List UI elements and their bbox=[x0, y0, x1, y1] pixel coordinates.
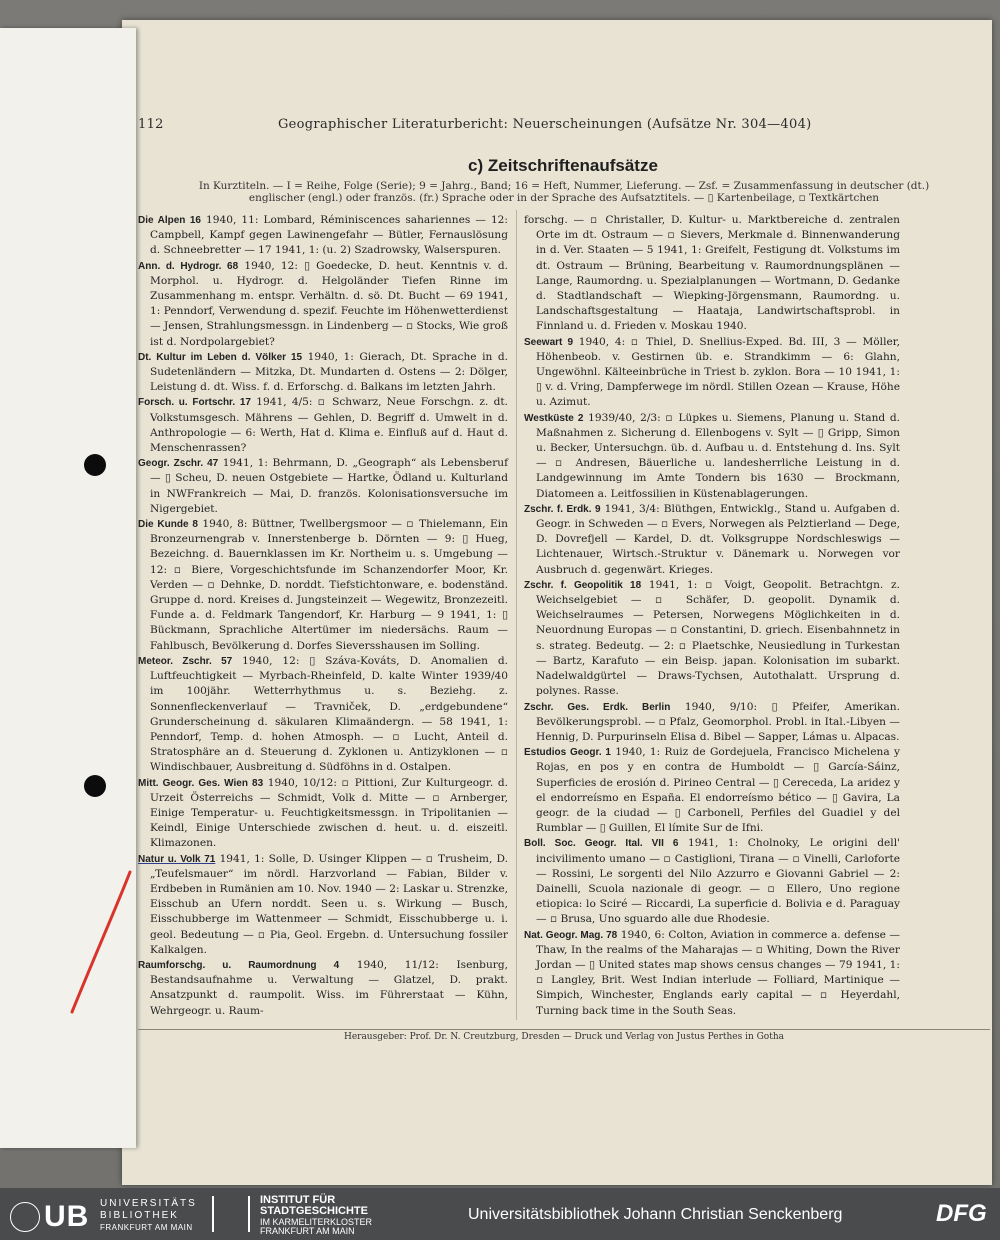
journal-entry bbox=[138, 259, 508, 350]
institute-line-3: IM KARMELITERKLOSTER bbox=[260, 1217, 373, 1227]
entry-text: 1940, 1: Gierach, Dt. Sprache in d. Sudetenländern — Mitzka, Dt. Mundarten d. Ostens — 2: Dölger, Leistung d. dt. Wiss. f. d. Erforschg. d. Balkans im letzten Jahrh. bbox=[150, 350, 508, 394]
entry-text: forschg. — ▫ Christaller, D. Kultur- u. Marktbereiche d. zentralen Orte im dt. Ostraum — ▫ Sievers, Merkmale d. Binnenwanderung in d. Ver. Staaten — 5 1941, 1: Greifelt, Festigung dt. Volkstums im dt. Ostraum — Brüning, Bearbeitung v. Raumordnungsplänen — Lange, Raumordng. u. Spezialplanungen — Wortmann, D. Gedanke d. Stadtlandschaft — Wiepking-Jörgensmann, Raumordng. u. Landschaftsgestaltung — Haataja, Landwirtschaftsprobl. in Finnland u. d. Frieden v. Moskau 1940. bbox=[524, 214, 900, 333]
institute-line-1: INSTITUT FÜR bbox=[260, 1194, 336, 1206]
journal-entry bbox=[138, 456, 508, 517]
journal-title: Mitt. Geogr. Ges. Wien 83 bbox=[138, 777, 264, 789]
entry-text: 1941, 1: Behrmann, D. „Geograph“ als Lebensberuf — ▯ Scheu, D. neuen Ostgebiete — Hartke, Ödland u. Kulturland in NWFrankreich — Mai, D. französ. Kolonisationsversuche im Nigergebiet. bbox=[150, 457, 509, 515]
institute-emblem-icon bbox=[212, 1196, 250, 1232]
entry-text: 1940, 12: ▯ Száva-Kováts, D. Anomalien d. Luftfeuchtigkeit — Myrbach-Rheinfeld, D. kalte Winter 1939/40 im 100jähr. Wetterrhythmus u. s. Beziehg. z. Sonnenfleckenverlauf — Travniček, D. „erdgebundene“ Grunderscheinung d. säkularen Klimaändergn. — 58 1941, 1: Penndorf, Temp. d. hohen Atmosph. — ▫ Lucht, Anteil d. Stratosphäre an d. Steuerung d. Zyklonen u. Antizyklonen — ▫ Windischbauer, Ausbreitung d. Südföhns in d. Ostalpen. bbox=[150, 654, 508, 774]
journal-entry bbox=[138, 213, 508, 259]
journal-entry bbox=[524, 502, 900, 578]
journal-entry bbox=[138, 958, 508, 1019]
imprint-line: Herausgeber: Prof. Dr. N. Creutzburg, Dresden — Druck und Verlag von Justus Perthes in Gotha bbox=[343, 1032, 785, 1042]
journal-title: Raumforschg. u. Raumordnung 4 bbox=[138, 959, 340, 971]
journal-title: Geogr. Zschr. 47 bbox=[138, 458, 219, 470]
journal-title: Die Kunde 8 bbox=[138, 519, 198, 531]
left-column bbox=[138, 213, 508, 1019]
ub-logo[interactable] bbox=[10, 1196, 200, 1232]
journal-title: Zschr. Ges. Erdk. Berlin bbox=[524, 701, 671, 713]
entry-text: 1940, 11/12: Isenburg, Bestandsaufnahme u. Verwaltung — Glatzel, D. prakt. Ansatzpunkt d. raumpolit. Wiss. im Führerstaat — Kühn, Wehrgeogr. u. Raum- bbox=[150, 958, 508, 1017]
entry-text: 1940, 8: Büttner, Twellbergsmoor — ▫ Thielemann, Ein Bronzeurnengrab v. Innerstenberge b. Dörnten — 9: ▯ Hueg, Bezeichng. d. Bauernklassen im Kr. Northeim u. s. Umgebung — 12: ▫ Biere, Vorgeschichtsfunde im Schanzendorfer Moor, Kr. Verden — ▫ Dehnke, D. norddt. Tiefstichtonware, e. bodenständ. Gruppe d. nord. Kreises d. Jungsteinzeit — Wegewitz, Bronzezeitl. Funde a. d. Feldmark Tangendorf, Kr. Harburg — 9 1941, 1: ▯ Bückmann, Sprachliche Altertümer im niedersächs. Raum — Fahlbusch, Bevölkerung d. Dorfes Sieversshausen im Solling. bbox=[150, 518, 508, 652]
institute-line-4: FRANKFURT AM MAIN bbox=[260, 1226, 355, 1236]
journal-entry bbox=[138, 776, 508, 852]
institute-logo[interactable] bbox=[212, 1194, 412, 1234]
journal-entry bbox=[138, 654, 508, 776]
footer-rule bbox=[138, 1029, 990, 1030]
journal-title: Meteor. Zschr. 57 bbox=[138, 655, 233, 667]
journal-title: Seewart 9 bbox=[524, 336, 574, 348]
running-head bbox=[138, 117, 990, 137]
ub-line-3: FRANKFURT AM MAIN bbox=[100, 1223, 193, 1232]
legend-line: englischer (engl.) oder französ. (fr.) Sprache oder in der Sprache des Aufsatztitels. — ▯ Kartenbeilage, ▫ Textkärtchen bbox=[248, 192, 880, 204]
journal-entry bbox=[138, 395, 508, 456]
journal-title: Zschr. f. Erdk. 9 bbox=[524, 503, 601, 515]
journal-entry bbox=[138, 852, 508, 958]
journal-entry bbox=[524, 335, 900, 411]
journal-title: Die Alpen 16 bbox=[138, 215, 201, 226]
journal-title: Zschr. f. Geopolitik 18 bbox=[524, 579, 642, 591]
legend-line: In Kurztiteln. — I = Reihe, Folge (Serie); 9 = Jahrg., Band; 16 = Heft, Nummer, Lieferung. — Zsf. = Zusammenfassung in deutscher (dt.) bbox=[198, 180, 930, 192]
journal-title: Estudios Geogr. 1 bbox=[524, 747, 611, 759]
journal-entry bbox=[524, 578, 900, 700]
journal-title: Forsch. u. Fortschr. 17 bbox=[138, 397, 251, 409]
journal-title: Westküste 2 bbox=[524, 412, 584, 424]
right-column bbox=[524, 213, 900, 1019]
dfg-logo[interactable]: DFG bbox=[936, 1200, 987, 1227]
journal-entry bbox=[524, 836, 900, 927]
entry-text: 1940, 1: Ruiz de Gordejuela, Francisco Michelena y Rojas, en pos y en contra de Humboldt — ▯ García-Sáinz, Superficies de erosión d. Pirineo Central — ▯ Cereceda, La aridez y el endorreísmo en España. El endorreísmo bético — ▯ Gavira, La geogr. de la ciudad — ▯ Carbonell, Perfiles del Guadiel y del Rumblar — ▯ Guillen, El límite Sur de Ifni. bbox=[536, 746, 900, 835]
entry-text: 1940, 12: ▯ Goedecke, D. heut. Kenntnis v. d. Morphol. u. Hydrogr. d. Helgoländer Tiefen Rinne im Zusammenhang m. entspr. Verhältn. d. sö. Dt. Bucht — 69 1941, 1: Penndorf, Verwendung d. spezif. Feuchte im Höhenwetterdienst — Jensen, Strahlungsmessgn. in Lindenberg — ▫ Stocks, Wie groß ist d. Nordpolargebiet? bbox=[150, 259, 508, 348]
bottom-banner bbox=[0, 1188, 1000, 1240]
journal-entry bbox=[524, 213, 900, 335]
entry-text: 1940, 9/10: ▯ Pfeifer, Amerikan. Bevölkerungsprobl. — ▫ Pfalz, Geomorphol. Probl. in Ital.-Libyen — Hennig, D. Purpurinseln Elisa d. Bibel — Sapper, Lámas u. Alpacas. bbox=[536, 700, 900, 743]
running-title: Geographischer Literaturbericht: Neuerscheinungen (Aufsätze Nr. 304—404) bbox=[278, 117, 812, 132]
entry-text: 1941, 4/5: ▫ Schwarz, Neue Forschgn. z. dt. Volkstumsgesch. Mährens — Gehlen, D. Begriff d. Umwelt in d. Anthropologie — 6: Werth, Hat d. Klima e. Einfluß auf d. Haut d. Menschenrassen? bbox=[150, 396, 508, 455]
entry-text: 1941, 1: Solle, D. Usinger Klippen — ▫ Trusheim, D. „Teufelsmauer“ im nördl. Harzvorland — Fabian, Bilder v. Erdbeben in Rumänien am 10. Nov. 1940 — 2: Laskar u. Strenzke, Eisschub an Ufern norddt. Seen u. s. Wirkung — Busch, Eisschubberge im Wattenmeer — Schmidt, Eisschubberge u. i. geol. Bedeutung — ▫ Pia, Geol. Ergebn. d. Untersuchung fossiler Kalkalgen. bbox=[150, 852, 508, 956]
column-divider bbox=[516, 210, 517, 1020]
entry-text: 1941, 1: Cholnoky, Le origini dell' incivilimento umano — ▫ Castiglioni, Tirana — ▫ Vinelli, Carloforte — Rossini, Le sorgenti del Nilo Azzurro e Giovanni Gabriel — 2: Dainelli, Scuola nazionale di geogr. — ▫ Ellero, Uno regione etiopica: lo Sciré — Riccardi, La superficie d. Bolivia e d. Paraguay — ▫ Brusa, Uno sguardo alle due Rhodesie. bbox=[536, 837, 900, 926]
ub-line-1: UNIVERSITÄTS bbox=[100, 1198, 197, 1209]
punch-hole bbox=[84, 775, 106, 797]
entry-text: 1940, 10/12: ▫ Pittioni, Zur Kulturgeogr. d. Urzeit Österreichs — Schmidt, Volk d. Mitte — ▫ Arnberger, Einige Temperatur- u. Feuchtigkeitsmessgn. in Tripolitanien — Keindl, Einige Unterschiede zwischen d. heut. u. d. eiszeitl. Klimazonen. bbox=[150, 776, 508, 850]
journal-title: Nat. Geogr. Mag. 78 bbox=[524, 929, 618, 941]
entry-text: 1940, 4: ▫ Thiel, D. Snellius-Exped. Bd. III, 3 — Möller, Höhenbeob. v. Gestirnen üb. e. Strandkimm — 6: Glahn, Ungewöhnl. Kälteeinbrüche in Triest b. zyklon. Bora — 10 1941, 1: ▯ v. d. Vring, Dampferwege im nördl. Stillen Ozean — Krause, Höhe u. Azimut. bbox=[536, 335, 900, 409]
journal-entry bbox=[524, 928, 900, 1019]
journal-title: Dt. Kultur im Leben d. Völker 15 bbox=[138, 351, 303, 363]
page-number: 112 bbox=[138, 117, 164, 132]
ub-seal-icon bbox=[10, 1202, 40, 1232]
ub-line-2: BIBLIOTHEK bbox=[100, 1210, 179, 1221]
journal-entry bbox=[524, 700, 900, 746]
entry-text: 1940, 11: Lombard, Réminiscences sahariennes — 12: Campbell, Kampf gegen Lawinengefahr — Bütler, Fernauslösung d. Schneebretter — 17 1941, 1: (u. 2) Szadrowsky, Walserspuren. bbox=[150, 214, 508, 257]
entry-text: 1941, 1: ▫ Voigt, Geopolit. Betrachtgn. z. Weichselgebiet — ▫ Schäfer, D. geopolit. Dynamik d. Weichselraumes — Petersen, Norwegens Möglichkeiten in d. Neuordnung Europas — ▫ Constantini, D. griech. Eisenbahnnetz in s. strateg. Bedeutg. — 2: ▫ Plaetschke, Neusiedlung in Turkestan — Bartz, Karafuto — ein Beisp. japan. Kolonisation im subarkt. Nadelwaldgürtel — Draws-Tychsen, Autothalatt. Ursprung d. polynes. Rasse. bbox=[536, 578, 900, 698]
punch-hole bbox=[84, 454, 106, 476]
journal-entry bbox=[138, 517, 508, 654]
journal-entry bbox=[524, 411, 900, 502]
journal-title: Natur u. Volk 71 bbox=[138, 853, 216, 865]
institute-line-2: STADTGESCHICHTE bbox=[260, 1205, 368, 1217]
red-pencil-mark bbox=[58, 868, 148, 1018]
ub-letters: UB bbox=[44, 1200, 90, 1233]
library-name[interactable]: Universitätsbibliothek Johann Christian Senckenberg bbox=[468, 1206, 843, 1223]
entry-text: 1941, 3/4: Blüthgen, Entwicklg., Stand u. Aufgaben d. Geogr. in Schweden — ▫ Evers, Norwegen als Pelztierland — Dege, D. Dovrefjell — Kardel, D. dt. Volksgruppe Nordschleswigs — Lichtenauer, Wirtsch.-Struktur v. Dänemark u. Norwegen vor Ausbruch d. gegenwärt. Krieges. bbox=[536, 502, 900, 576]
journal-entry bbox=[138, 350, 508, 396]
journal-title: Ann. d. Hydrogr. 68 bbox=[138, 260, 239, 272]
journal-title: Boll. Soc. Geogr. Ital. VII 6 bbox=[524, 838, 679, 850]
journal-entry bbox=[524, 745, 900, 836]
abbreviation-legend bbox=[138, 180, 990, 204]
entry-text: 1940, 6: Colton, Aviation in commerce a. defense — Thaw, In the realms of the Maharajas — ▫ Whiting, Down the River Jordan — ▯ United states map shows census changes — 79 1941, 1: ▫ Langley, Brit. West Indian interlude — Folliard, Martinique — Simpich, Winchester, Englands early capital — ▫ Heyerdahl, Turning back time in the South Seas. bbox=[536, 928, 900, 1017]
section-title: c) Zeitschriftenaufsätze bbox=[468, 156, 658, 175]
entry-text: 1939/40, 2/3: ▫ Lüpkes u. Siemens, Planung u. Stand d. Maßnahmen z. Sicherung d. Ellenbogens v. Sylt — ▯ Gripp, Simon u. Becker, Untersuchgn. üb. d. Aufbau u. d. Entstehung d. Ins. Sylt — ▫ Andresen, Bäuerliche u. landesherrliche Leistung in d. Landgewinnung im Amte Tondern bis 1630 — Brockmann, Diatomeen a. Leitfossilien in Küstenablagerungen. bbox=[536, 411, 900, 500]
